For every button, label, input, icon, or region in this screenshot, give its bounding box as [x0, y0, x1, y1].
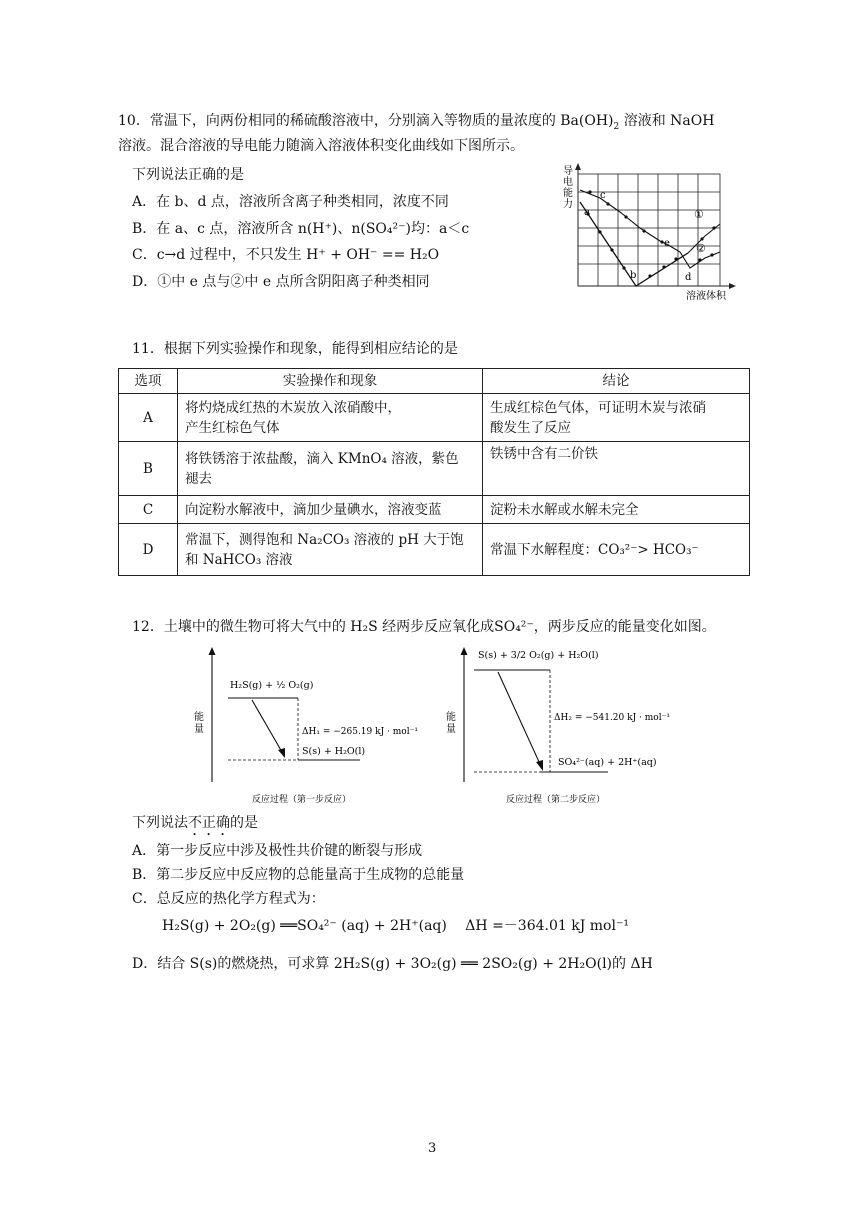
q12-option-a: A．第一步反应中涉及极性共价键的断裂与形成 [132, 843, 423, 859]
q12-option-d: D．结合 S(s)的燃烧热，可求算 2H₂S(g) + 3O₂(g) ══ 2SO₂(g) + 2H₂O(l)的 ΔH [132, 956, 653, 972]
diagram2-caption: 反应过程（第二步反应） [506, 795, 606, 805]
q12-energy-diagram-2 [442, 644, 692, 806]
q12-option-b: B．第二步反应中反应物的总能量高于生成物的总能量 [132, 867, 465, 883]
q12-stem: 12．土壤中的微生物可将大气中的 H₂S 经两步反应氧化成SO₄²⁻，两步反应的能量变化如图。 [132, 619, 716, 635]
header-conclusion: 结论 [483, 369, 750, 394]
q12-energy-diagram-1 [190, 644, 440, 806]
q10-curve-label-1: ① [694, 208, 704, 221]
q10-point-c: c [600, 190, 606, 201]
q10-graph-xlabel: 溶液体积 [686, 291, 726, 302]
diagram1-ylabel: 能量 [194, 712, 204, 735]
row-operation: 将灼烧成红热的木炭放入浓硝酸中， 产生红棕色气体 [178, 394, 483, 442]
row-option: A [119, 394, 178, 442]
row-option: B [119, 442, 178, 496]
q11-stem: 11．根据下列实验操作和现象，能得到相应结论的是 [132, 341, 458, 357]
table-row [119, 524, 750, 576]
diagram1-product: S(s) + H₂O(l) [302, 746, 366, 757]
table-header-row [119, 369, 750, 394]
q10-option-c: C．c→d 过程中，不只发生 H⁺ + OH⁻ == H₂O [132, 247, 440, 263]
table-row [119, 496, 750, 524]
diagram1-reactant: H₂S(g) + ½ O₂(g) [230, 680, 314, 691]
diagram1-dh: ΔH₁ = −265.19 kJ · mol⁻¹ [302, 727, 418, 737]
header-option: 选项 [119, 369, 178, 394]
q10-graph-ylabel: 导电能力 [563, 166, 573, 210]
q10-conductivity-graph [560, 162, 760, 304]
row-operation: 将铁锈溶于浓盐酸，滴入 KMnO₄ 溶液，紫色 褪去 [178, 442, 483, 496]
q10-option-d: D．①中 e 点与②中 e 点所含阴阳离子种类相同 [132, 274, 430, 290]
q12-option-c: C．总反应的热化学方程式为： [132, 891, 325, 907]
q10-stem-line2: 溶液。混合溶液的导电能力随滴入溶液体积变化曲线如下图所示。 [118, 138, 524, 154]
diagram2-reactant: S(s) + 3/2 O₂(g) + H₂O(l) [478, 650, 599, 661]
row-operation: 常温下，测得饱和 Na₂CO₃ 溶液的 pH 大于饱 和 NaHCO₃ 溶液 [178, 524, 483, 576]
row-operation: 向淀粉水解液中，滴加少量碘水，溶液变蓝 [178, 496, 483, 524]
q10-point-d: d [685, 272, 692, 283]
diagram1-caption: 反应过程（第一步反应） [252, 795, 352, 805]
q10-point-a: a [584, 207, 590, 218]
q10-prompt: 下列说法正确的是 [132, 167, 244, 183]
row-conclusion: 生成红棕色气体，可证明木炭与浓硝 酸发生了反应 [483, 394, 750, 442]
row-conclusion: 淀粉未水解或水解未完全 [483, 496, 750, 524]
row-option: D [119, 524, 178, 576]
q10-option-b: B．在 a、c 点，溶液所含 n(H⁺)、n(SO₄²⁻)均：a＜c [132, 221, 470, 237]
q10-point-e: e [664, 238, 670, 249]
row-conclusion: 常温下水解程度：CO₃²⁻> HCO₃⁻ [483, 524, 750, 576]
q10-point-b: b [630, 270, 637, 281]
q10-curve-label-2: ② [696, 242, 706, 255]
table-row [119, 442, 750, 496]
q12-equation: H₂S(g) + 2O₂(g) ══SO₄²⁻ (aq) + 2H⁺(aq) ΔH =－364.01 kJ mol⁻¹ [162, 918, 629, 934]
q10-stem-line1: 10．常温下，向两份相同的稀硫酸溶液中，分别滴入等物质的量浓度的 $Ba(OH)_2$ 溶液和 NaOH [118, 113, 715, 132]
page-number: 3 [428, 1141, 437, 1156]
q12-prompt: 下列说法不正确的是 [132, 815, 258, 831]
diagram2-ylabel: 能量 [446, 712, 456, 735]
table-row [119, 394, 750, 442]
q11-table [118, 368, 750, 576]
row-option: C [119, 496, 178, 524]
q10-option-a: A．在 b、d 点，溶液所含离子种类相同，浓度不同 [132, 194, 449, 210]
header-operation: 实验操作和现象 [178, 369, 483, 394]
diagram2-product: SO₄²⁻(aq) + 2H⁺(aq) [558, 757, 657, 768]
row-conclusion: 铁锈中含有二价铁 [483, 442, 750, 496]
diagram2-dh: ΔH₂ = −541.20 kJ · mol⁻¹ [554, 713, 670, 723]
